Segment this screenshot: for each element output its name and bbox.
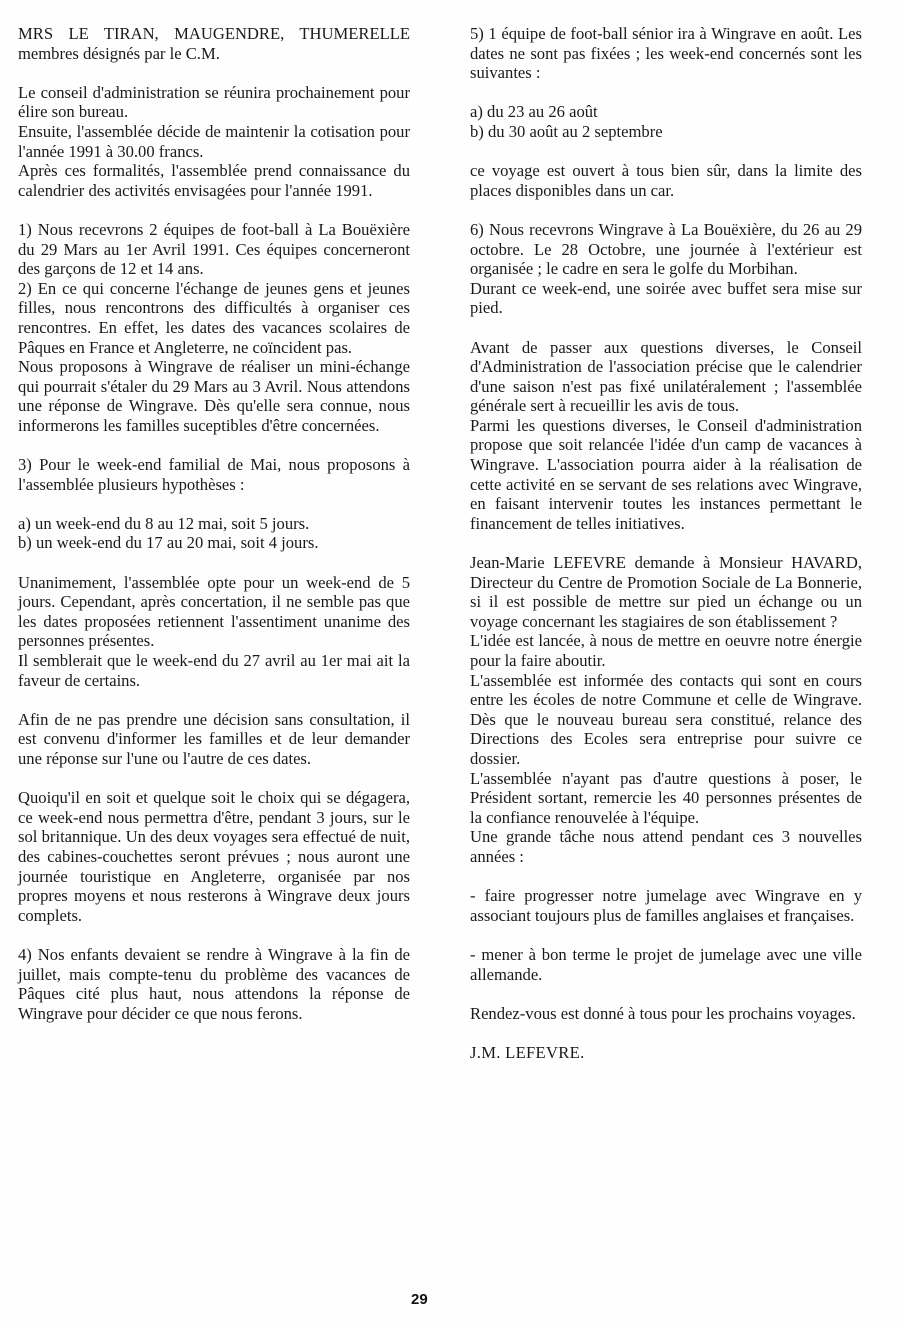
big-task-intro: Une grande tâche nous attend pendant ces 3 nouvelles années : (470, 827, 862, 866)
consultation-paragraph: Afin de ne pas prendre une décision sans consultation, il est convenu d'informer les familles et de leur demander une réponse sur l'une ou l'autre de ces dates. (18, 709, 410, 768)
exchange-request-paragraph: Jean-Marie LEFEVRE demande à Monsieur HAVARD, Directeur du Centre de Promotion Sociale de La Bonnerie, si il est possible de mettre sur pied un échange ou un voyage concernant les stagiaires de son établissement ? (470, 553, 862, 631)
schools-contact-note: L'assemblée est informée des contacts qui sont en cours entre les écoles de notre Commune et celle de Wingrave. Dès que le nouveau bureau sera constitué, relance des Directions des Ecoles sera entreprise pour suivre ce dossier. (470, 670, 862, 768)
holiday-camp-proposal: Parmi les questions diverses, le Conseil d'administration propose que soit relancée l'idée d'un camp de vacances à Wingrave. L'association pourra aider à la réalisation de cette activité en se servant de ses relations avec Wingrave, en faisant intervenir toutes les instances permettant le financement de telles initiatives. (470, 415, 862, 533)
page-number: 29 (411, 1291, 428, 1308)
activity-item-3-option-b: b) un week-end du 17 au 20 mai, soit 4 jours. (18, 533, 319, 553)
closing-paragraph: Rendez-vous est donné à tous pour les prochains voyages. (470, 1003, 856, 1023)
membership-fee-note: Ensuite, l'assemblée décide de maintenir la cotisation pour l'année 1991 à 30.00 francs. (18, 121, 410, 161)
goal-bullet-2: - mener à bon terme le projet de jumelage avec une ville allemande. (470, 944, 862, 984)
signature: J.M. LEFEVRE. (470, 1042, 585, 1062)
right-column (470, 24, 862, 1062)
alternative-date-note: Il semblerait que le week-end du 27 avril au 1er mai ait la faveur de certains. (18, 651, 410, 690)
activity-item-5-option-b: b) du 30 août au 2 septembre (470, 121, 663, 141)
trip-open-note: ce voyage est ouvert à tous bien sûr, dans la limite des places disponibles dans un car. (470, 161, 862, 200)
activity-item-2-proposal: Nous proposons à Wingrave de réaliser un mini-échange qui pourrait s'étaler du 29 Mars au 3 Avril. Nous attendons une réponse de Wingrave. Dès qu'elle sera connue, nous informerons les familles suceptibles d'être concernées. (18, 357, 410, 435)
members-designated: MRS LE TIRAN, MAUGENDRE, THUMERELLE membres désignés par le C.M. (18, 24, 410, 63)
trip-details-paragraph: Quoiqu'il en soit et quelque soit le choix qui se dégagera, ce week-end nous permettra d'être, pendant 3 jours, sur le sol britannique. Un des deux voyages sera effectué de nuit, des cabines-couchettes seront prévues ; nous auront une journée touristique en Angleterre, organisée par nos propres moyens et nous resterons à Wingrave deux jours complets. (18, 788, 410, 925)
vote-paragraph: Unanimement, l'assemblée opte pour un week-end de 5 jours. Cependant, après concertation, il ne semble pas que les dates proposées retiennent l'assentiment unanime des personnes présentes. (18, 572, 410, 651)
activity-item-6: 6) Nous recevrons Wingrave à La Bouëxière, du 26 au 29 octobre. Le 28 Octobre, une journée à l'extérieur est organisée ; le cadre en sera le golfe du Morbihan. (470, 219, 862, 279)
activity-item-5: 5) 1 équipe de foot-ball sénior ira à Wingrave en août. Les dates ne sont pas fixées ; les week-end concernés sont les suivantes : (470, 24, 862, 83)
activity-item-3: 3) Pour le week-end familial de Mai, nous proposons à l'assemblée plusieurs hypothèses : (18, 455, 410, 494)
board-meeting-note: Le conseil d'administration se réunira prochainement pour élire son bureau. (18, 82, 410, 122)
activity-item-5-option-a: a) du 23 au 26 août (470, 102, 598, 122)
goal-bullet-1: - faire progresser notre jumelage avec Wingrave en y associant toujours plus de familles anglaises et françaises. (470, 886, 862, 925)
president-thanks-note: L'assemblée n'ayant pas d'autre questions à poser, le Président sortant, remercie les 40 personnes présentes de la confiance renouvelée à l'équipe. (470, 768, 862, 827)
council-calendar-note: Avant de passer aux questions diverses, le Conseil d'Administration de l'association précise que le calendrier d'une saison n'est pas fixé unilatéralement ; l'assemblée générale sert à recueillir les avis de tous. (470, 337, 862, 416)
activity-item-3-option-a: a) un week-end du 8 au 12 mai, soit 5 jours. (18, 513, 310, 533)
left-column (18, 24, 410, 1023)
activity-item-1: 1) Nous recevrons 2 équipes de foot-ball à La Bouëxière du 29 Mars au 1er Avril 1991. Ces équipes concerneront des garçons de 12 et 14 ans. (18, 219, 410, 279)
activity-item-2: 2) En ce qui concerne l'échange de jeunes gens et jeunes filles, nous rencontrons des difficultés à organiser ces rencontres. En effet, les dates des vacances scolaires de Pâques en France et Angleterre, ne coïncident pas. (18, 278, 410, 357)
activity-item-6-buffet: Durant ce week-end, une soirée avec buffet sera mise sur pied. (470, 278, 862, 318)
activity-item-4: 4) Nos enfants devaient se rendre à Wingrave à la fin de juillet, mais compte-tenu du problème des vacances de Pâques cité plus haut, nous attendons la réponse de Wingrave pour décider ce que nous ferons. (18, 944, 410, 1023)
calendar-intro: Après ces formalités, l'assemblée prend connaissance du calendrier des activités envisagées pour l'année 1991. (18, 161, 410, 200)
idea-launched-note: L'idée est lancée, à nous de mettre en oeuvre notre énergie pour la faire aboutir. (470, 631, 862, 670)
